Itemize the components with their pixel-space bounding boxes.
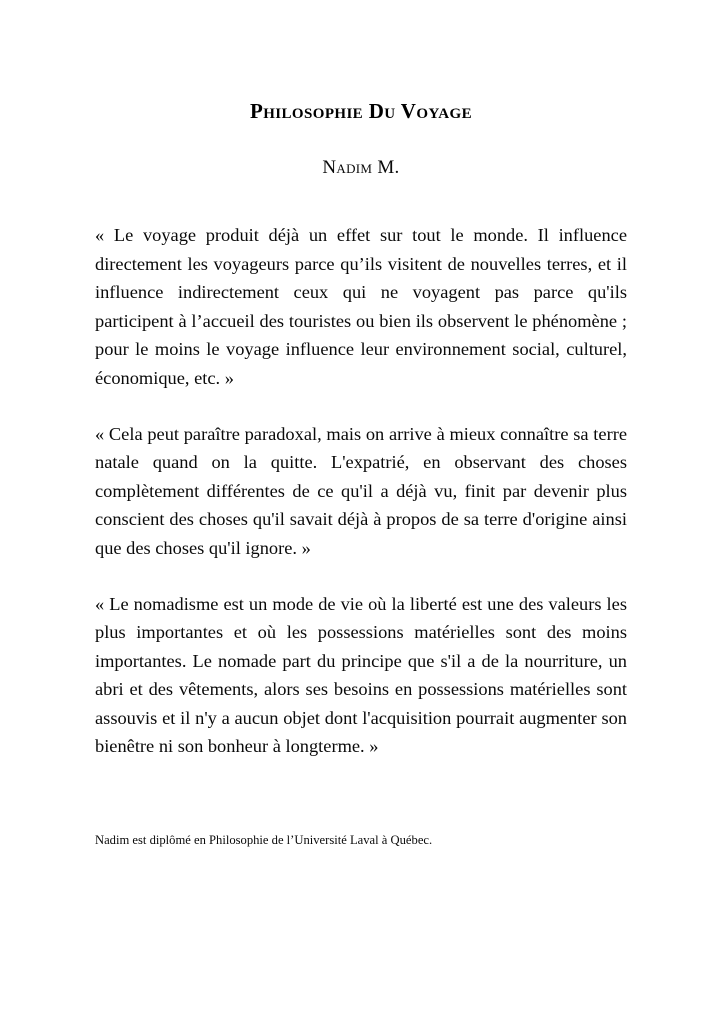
author-byline: Nadim M. xyxy=(322,157,400,179)
body-text xyxy=(95,179,627,761)
paragraph: « Le nomadisme est un mode de vie où la liberté est une des valeurs les plus importantes et où les possessions matérielles sont des moins importantes. Le nomade part du principe que s'il a de la nourriture, un abri et des vêtements, alors ses besoins en possessions matérielles sont assouvis et il n'y a aucun objet dont l'acquisition pourrait augmenter son bienêtre ni son bonheur à longterme. » xyxy=(95,593,627,757)
paragraph: « Le voyage produit déjà un effet sur tout le monde. Il influence directement les voyageurs parce qu’ils visitent de nouvelles terres, et il influence indirectement ceux qui ne voyagent pas parce qu'ils participent à l’accueil des touristes ou bien ils observent le phénomène ; pour le moins le voyage influence leur environnement social, culturel, économique, etc. » xyxy=(95,224,627,388)
document-content xyxy=(95,0,627,761)
page-title: Philosophie Du Voyage xyxy=(250,99,472,123)
author-footnote: Nadim est diplômé en Philosophie de l’Université Laval à Québec. xyxy=(95,833,433,847)
paragraph: « Cela peut paraître paradoxal, mais on arrive à mieux connaître sa terre natale quand on la quitte. L'expatrié, en observant des choses complètement différentes de ce qu'il a déjà vu, finit par devenir plus conscient des choses qu'il savait déjà à propos de sa terre d'origine ainsi que des choses qu'il ignore. » xyxy=(95,423,627,558)
